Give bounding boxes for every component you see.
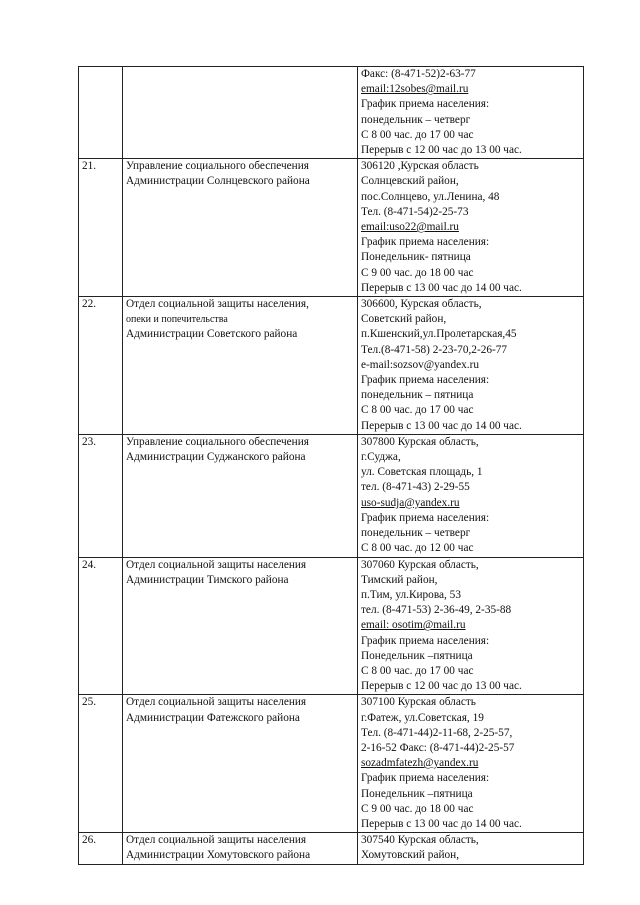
row-number: 22. xyxy=(79,297,123,435)
address-line: 307060 Курская область, xyxy=(361,558,479,571)
address-line: п.Тим, ул.Кирова, 53 xyxy=(361,588,461,601)
schedule-break: Перерыв с 13 00 час до 14 00 час. xyxy=(361,281,522,294)
department-line: Администрации Солнцевского района xyxy=(126,175,310,188)
contact-info xyxy=(358,159,584,297)
address-line: 306600, Курская область, xyxy=(361,298,482,311)
department-name xyxy=(123,159,358,297)
phone-line: тел. (8-471-53) 2-36-49, 2-35-88 xyxy=(361,604,512,617)
fax-line: Факс: (8-471-52)2-63-77 xyxy=(361,68,476,80)
table-row xyxy=(79,557,584,695)
email-link[interactable]: sozadmfatezh@yandex.ru xyxy=(361,757,479,770)
schedule-hours: С 8 00 час. до 17 00 час xyxy=(361,404,474,417)
schedule-hours: С 9 00 час. до 18 00 час xyxy=(361,266,474,279)
department-line: Администрации Хомутовского района xyxy=(126,849,311,862)
department-line: Отдел социальной защиты населения xyxy=(126,834,307,847)
department-line: Администрации Тимского района xyxy=(126,573,289,586)
email-link[interactable]: email:uso22@mail.ru xyxy=(361,221,459,234)
schedule-break: Перерыв с 12 00 час до 13 00 час. xyxy=(361,680,522,693)
table-row xyxy=(79,67,584,159)
schedule-heading: График приема населения: xyxy=(361,511,490,524)
phone-line: Тел.(8-471-58) 2-23-70,2-26-77 xyxy=(361,343,508,356)
contact-info xyxy=(358,833,584,864)
phone-line: 2-16-52 Факс: (8-471-44)2-25-57 xyxy=(361,741,515,754)
table-row xyxy=(79,159,584,297)
row-number: 24. xyxy=(79,557,123,695)
address-line: 307540 Курская область, xyxy=(361,834,479,847)
department-line: Администрации Суджанского района xyxy=(126,451,306,464)
table-row xyxy=(79,695,584,833)
schedule-days: понедельник – пятница xyxy=(361,389,474,402)
department-line: Отдел социальной защиты населения, xyxy=(126,298,309,311)
email-link[interactable]: uso-sudja@yandex.ru xyxy=(361,496,460,509)
row-number xyxy=(79,67,123,159)
schedule-days: Понедельник –пятница xyxy=(361,649,473,662)
department-line: Администрации Советского района xyxy=(126,328,298,341)
table-row xyxy=(79,833,584,864)
row-number: 26. xyxy=(79,833,123,864)
address-line: пос.Солнцево, ул.Ленина, 48 xyxy=(361,190,500,203)
schedule-break: Перерыв с 13 00 час до 14 00 час. xyxy=(361,817,522,830)
department-name xyxy=(123,833,358,864)
department-line: Отдел социальной защиты населения xyxy=(126,696,307,709)
address-line: Советский район, xyxy=(361,313,447,326)
table-row xyxy=(79,434,584,557)
schedule-heading: График приема населения: xyxy=(361,236,490,249)
department-line: Управление социального обеспечения xyxy=(126,435,309,448)
department-name xyxy=(123,557,358,695)
contact-info xyxy=(358,67,584,159)
address-line: ул. Советская площадь, 1 xyxy=(361,466,483,479)
department-name xyxy=(123,67,358,159)
email-line: e-mail:sozsov@yandex.ru xyxy=(361,358,480,371)
schedule-break: Перерыв с 12 00 час до 13 00 час. xyxy=(361,144,522,157)
address-line: п.Кшенский,ул.Пролетарская,45 xyxy=(361,328,517,341)
phone-line: Тел. (8-471-54)2-25-73 xyxy=(361,205,469,218)
schedule-heading: График приема населения: xyxy=(361,374,490,387)
contact-info xyxy=(358,434,584,557)
address-line: Хомутовский район, xyxy=(361,849,460,862)
schedule-heading: График приема населения: xyxy=(361,98,490,111)
row-number: 21. xyxy=(79,159,123,297)
department-name xyxy=(123,695,358,833)
phone-line: тел. (8-471-43) 2-29-55 xyxy=(361,481,470,494)
department-line: Управление социального обеспечения xyxy=(126,160,309,173)
email-link[interactable]: email:12sobes@mail.ru xyxy=(361,83,469,96)
address-line: Тимский район, xyxy=(361,573,438,586)
address-line: г.Фатеж, ул.Советская, 19 xyxy=(361,711,484,724)
schedule-days: понедельник – четверг xyxy=(361,527,471,540)
schedule-heading: График приема населения: xyxy=(361,772,490,785)
department-name xyxy=(123,434,358,557)
department-line: опеки и попечительства xyxy=(126,314,228,326)
address-line: Солнцевский район, xyxy=(361,175,459,188)
address-line: 307800 Курская область, xyxy=(361,435,479,448)
contacts-table xyxy=(78,66,584,865)
schedule-heading: График приема населения: xyxy=(361,634,490,647)
contact-info xyxy=(358,557,584,695)
schedule-days: Понедельник- пятница xyxy=(361,251,471,264)
department-line: Отдел социальной защиты населения xyxy=(126,558,307,571)
schedule-break: Перерыв с 13 00 час до 14 00 час. xyxy=(361,419,522,432)
email-link[interactable]: email: osotim@mail.ru xyxy=(361,619,466,632)
address-line: 306120 ,Курская область xyxy=(361,160,479,173)
department-line: Администрации Фатежского района xyxy=(126,711,300,724)
row-number: 25. xyxy=(79,695,123,833)
row-number: 23. xyxy=(79,434,123,557)
schedule-days: Понедельник –пятница xyxy=(361,787,473,800)
schedule-hours: С 8 00 час. до 17 00 час xyxy=(361,128,474,141)
schedule-hours: С 9 00 час. до 18 00 час xyxy=(361,802,474,815)
address-line: г.Суджа, xyxy=(361,451,401,464)
phone-line: Тел. (8-471-44)2-11-68, 2-25-57, xyxy=(361,726,513,739)
schedule-days: понедельник – четверг xyxy=(361,113,471,126)
contact-info xyxy=(358,297,584,435)
schedule-hours: С 8 00 час. до 12 00 час xyxy=(361,542,474,555)
department-name xyxy=(123,297,358,435)
table-row xyxy=(79,297,584,435)
contact-info xyxy=(358,695,584,833)
address-line: 307100 Курская область xyxy=(361,696,476,709)
schedule-hours: С 8 00 час. до 17 00 час xyxy=(361,664,474,677)
